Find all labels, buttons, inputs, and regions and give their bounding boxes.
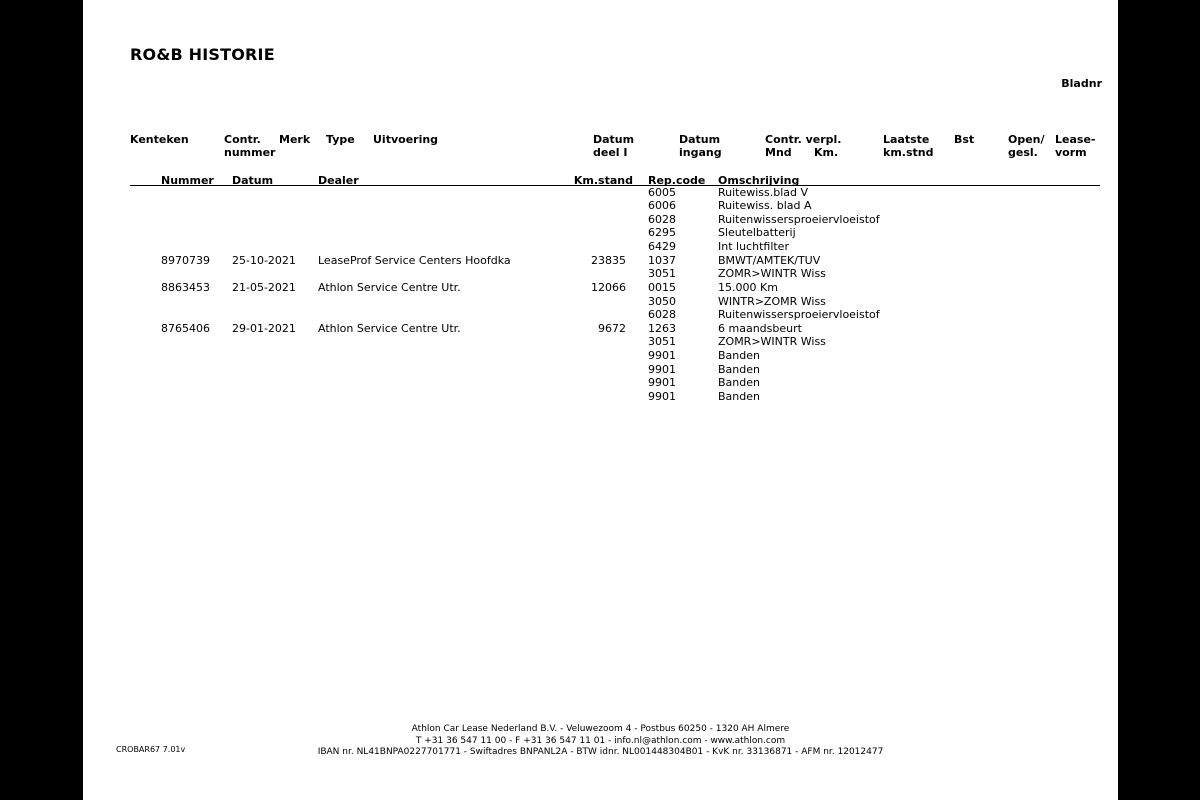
table-row bbox=[83, 322, 1118, 336]
row-repcode: 6028 bbox=[648, 212, 676, 226]
col-datum-deel-line1: Datum bbox=[593, 133, 635, 146]
col-lease-line1: Lease- bbox=[1055, 133, 1096, 146]
col-contr-verpl: Contr. verpl. bbox=[765, 133, 842, 146]
col-laatste-kmstnd bbox=[883, 133, 933, 159]
row-repcode: 1037 bbox=[648, 253, 676, 267]
row-omschrijving: WINTR>ZOMR Wiss bbox=[718, 294, 826, 308]
row-omschrijving: ZOMR>WINTR Wiss bbox=[718, 335, 826, 349]
footer-registration: IBAN nr. NL41BNPA0227701771 - Swiftadres BNPANL2A - BTW idnr. NL001448304B01 - KvK nr. 33136871 - AFM nr. 12012477 bbox=[317, 747, 884, 757]
footer-contact: T +31 36 547 11 00 - F +31 36 547 11 01 - info.nl@athlon.com - www.athlon.com bbox=[415, 735, 786, 746]
col-kenteken: Kenteken bbox=[130, 133, 189, 146]
col-open-gesl bbox=[1008, 133, 1045, 159]
row-datum: 29-01-2021 bbox=[232, 321, 296, 335]
col-omschrijving: Omschrijving bbox=[718, 174, 800, 187]
table-row bbox=[83, 254, 1118, 268]
table-row bbox=[83, 335, 1118, 349]
col-datum-ingang-line1: Datum bbox=[679, 133, 721, 146]
col-leasevorm bbox=[1055, 133, 1095, 159]
company-footer bbox=[83, 724, 1118, 759]
row-repcode: 9901 bbox=[648, 389, 676, 403]
document-page bbox=[83, 0, 1118, 800]
row-dealer: LeaseProf Service Centers Hoofdka bbox=[318, 253, 511, 267]
row-dealer: Athlon Service Centre Utr. bbox=[318, 280, 461, 294]
col-dealer: Dealer bbox=[318, 174, 359, 187]
table-row bbox=[83, 199, 1118, 213]
col-bst: Bst bbox=[954, 133, 975, 146]
col-datum-ingang-line2: ingang bbox=[679, 146, 722, 159]
row-nummer: 8765406 bbox=[161, 321, 210, 335]
table-row bbox=[83, 349, 1118, 363]
row-repcode: 1263 bbox=[648, 321, 676, 335]
table-row bbox=[83, 390, 1118, 404]
row-repcode: 6429 bbox=[648, 240, 676, 254]
col-nummer: Nummer bbox=[161, 174, 214, 187]
table-row bbox=[83, 376, 1118, 390]
row-omschrijving: Ruitenwissersproeiervloeistof bbox=[718, 212, 880, 226]
row-nummer: 8863453 bbox=[161, 280, 210, 294]
col-uitvoering: Uitvoering bbox=[373, 133, 439, 146]
row-repcode: 9901 bbox=[648, 376, 676, 390]
page-title: RO&B HISTORIE bbox=[130, 45, 275, 64]
col-open-line1: Open/ bbox=[1008, 133, 1045, 146]
row-datum: 25-10-2021 bbox=[232, 253, 296, 267]
row-omschrijving: BMWT/AMTEK/TUV bbox=[718, 253, 821, 267]
col-laatste-line1: Laatste bbox=[883, 133, 930, 146]
row-repcode: 9901 bbox=[648, 362, 676, 376]
table-row bbox=[83, 363, 1118, 377]
row-omschrijving: Banden bbox=[718, 362, 760, 376]
row-omschrijving: 15.000 Km bbox=[718, 280, 778, 294]
col-datum-ingang bbox=[679, 133, 722, 159]
row-repcode: 0015 bbox=[648, 280, 676, 294]
page-number-label: Bladnr bbox=[1061, 77, 1102, 90]
table-row bbox=[83, 308, 1118, 322]
table-row bbox=[83, 267, 1118, 281]
table-row bbox=[83, 240, 1118, 254]
row-omschrijving: Sleutelbatterij bbox=[718, 226, 796, 240]
col-merk: Merk bbox=[279, 133, 311, 146]
row-repcode: 3051 bbox=[648, 267, 676, 281]
col-datum-deel bbox=[593, 133, 634, 159]
table-row bbox=[83, 226, 1118, 240]
col-km: Km. bbox=[814, 146, 839, 159]
row-omschrijving: Ruitewiss. blad A bbox=[718, 199, 812, 213]
footer-address: Athlon Car Lease Nederland B.V. - Veluwezoom 4 - Postbus 60250 - 1320 AH Almere bbox=[411, 724, 790, 734]
row-omschrijving: 6 maandsbeurt bbox=[718, 321, 802, 335]
row-datum: 21-05-2021 bbox=[232, 280, 296, 294]
row-dealer: Athlon Service Centre Utr. bbox=[318, 321, 461, 335]
table-row bbox=[83, 186, 1118, 200]
row-kmstand: 9672 bbox=[598, 321, 626, 335]
row-omschrijving: ZOMR>WINTR Wiss bbox=[718, 267, 826, 281]
col-open-line2: gesl. bbox=[1008, 146, 1038, 159]
col-datum-deel-line2: deel I bbox=[593, 146, 628, 159]
row-omschrijving: Banden bbox=[718, 349, 760, 363]
col-contr-line1: Contr. bbox=[224, 133, 261, 146]
row-repcode: 6005 bbox=[648, 185, 676, 199]
row-repcode: 9901 bbox=[648, 349, 676, 363]
col-lease-line2: vorm bbox=[1055, 146, 1087, 159]
row-nummer: 8970739 bbox=[161, 253, 210, 267]
col-contr-nummer bbox=[224, 133, 275, 159]
row-omschrijving: Int luchtfilter bbox=[718, 240, 789, 254]
col-laatste-line2: km.stnd bbox=[883, 146, 934, 159]
table-row bbox=[83, 281, 1118, 295]
report-version: CROBAR67 7.01v bbox=[116, 745, 186, 754]
table-row bbox=[83, 213, 1118, 227]
row-kmstand: 23835 bbox=[591, 253, 626, 267]
col-repcode: Rep.code bbox=[648, 174, 706, 187]
row-repcode: 6295 bbox=[648, 226, 676, 240]
row-repcode: 3050 bbox=[648, 294, 676, 308]
col-datum: Datum bbox=[232, 174, 274, 187]
row-omschrijving: Ruitewiss.blad V bbox=[718, 185, 809, 199]
table-row bbox=[83, 295, 1118, 309]
col-type: Type bbox=[326, 133, 355, 146]
row-omschrijving: Ruitenwissersproeiervloeistof bbox=[718, 308, 880, 322]
col-kmstand: Km.stand bbox=[573, 174, 633, 187]
row-kmstand: 12066 bbox=[591, 280, 626, 294]
col-mnd: Mnd bbox=[765, 146, 792, 159]
col-contr-line2: nummer bbox=[224, 146, 276, 159]
row-omschrijving: Banden bbox=[718, 389, 760, 403]
row-repcode: 3051 bbox=[648, 335, 676, 349]
row-repcode: 6028 bbox=[648, 308, 676, 322]
row-repcode: 6006 bbox=[648, 199, 676, 213]
row-omschrijving: Banden bbox=[718, 376, 760, 390]
